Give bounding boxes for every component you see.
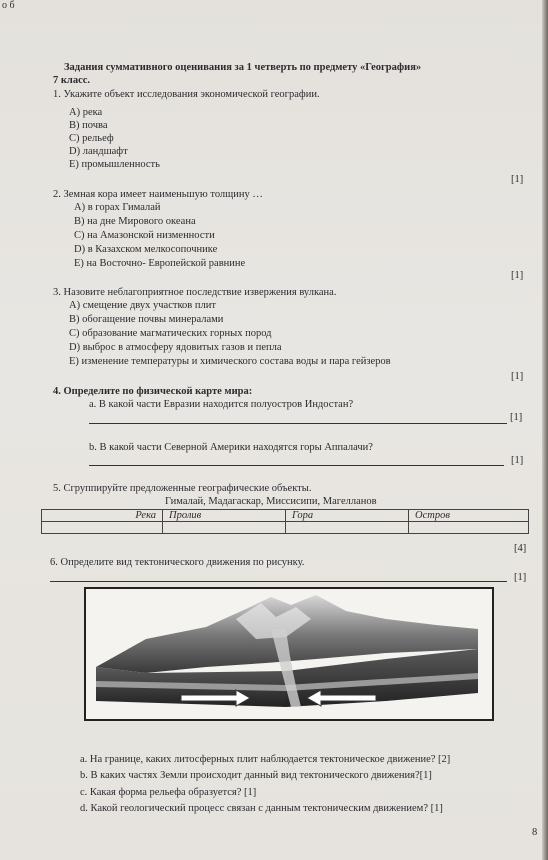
q5-column-strait: Пролив bbox=[163, 510, 286, 522]
tectonic-figure bbox=[84, 587, 494, 721]
q5-column-river: Река bbox=[42, 510, 163, 522]
q2-option-d: D) в Казахском мелкосопочнике bbox=[74, 244, 218, 255]
q2-option-b: B) на дне Мирового океана bbox=[74, 216, 196, 227]
q5-column-island: Остров bbox=[409, 510, 529, 522]
q6-score: [1] bbox=[514, 572, 527, 583]
q5-text: 5. Сгруппируйте предложенные географические объекты. bbox=[53, 483, 312, 494]
q1-option-d: D) ландшафт bbox=[69, 146, 128, 157]
q4-sub-a: a. В какой части Евразии находится полуостров Индостан? bbox=[89, 399, 354, 410]
q6-sub-a: a. На границе, каких литосферных плит наблюдается тектоническое движение? [2] bbox=[80, 754, 451, 765]
corner-mark: о б bbox=[2, 0, 15, 11]
q1-option-b: B) почва bbox=[69, 120, 108, 131]
q1-option-e: E) промышленность bbox=[69, 159, 160, 170]
q2-option-e: E) на Восточно- Европейской равнине bbox=[74, 258, 246, 269]
q6-sub-d: d. Какой геологический процесс связан с данным тектоническим движением? [1] bbox=[80, 803, 443, 814]
q5-answer-cell[interactable] bbox=[286, 522, 409, 534]
q2-text: 2. Земная кора имеет наименьшую толщину … bbox=[53, 189, 263, 200]
q1-option-a: A) река bbox=[69, 107, 103, 118]
page-edge-shadow bbox=[542, 0, 548, 860]
grade-label: 7 класс. bbox=[53, 75, 91, 86]
q3-text: 3. Назовите неблагоприятное последствие извержения вулкана. bbox=[53, 287, 337, 298]
q5-grouping-table bbox=[41, 509, 529, 534]
q2-score: [1] bbox=[511, 270, 524, 281]
q5-objects: Гималай, Мадагаскар, Миссисипи, Магелланов bbox=[165, 496, 377, 507]
q5-answer-cell[interactable] bbox=[409, 522, 529, 534]
q4-b-answer-line bbox=[89, 465, 504, 466]
q4-a-answer-line bbox=[89, 423, 507, 424]
q6-sub-b: b. В каких частях Земли происходит данный вид тектонического движения?[1] bbox=[80, 770, 432, 781]
q3-option-b: B) обогащение почвы минералами bbox=[69, 314, 224, 325]
q3-option-e: E) изменение температуры и химического состава воды и пара гейзеров bbox=[69, 356, 391, 367]
q6-answer-line bbox=[50, 581, 507, 582]
q5-score: [4] bbox=[514, 543, 527, 554]
q5-answer-cell[interactable] bbox=[163, 522, 286, 534]
q2-option-a: A) в горах Гималай bbox=[74, 202, 161, 213]
q1-option-c: C) рельеф bbox=[69, 133, 114, 144]
q6-text: 6. Определите вид тектонического движения по рисунку. bbox=[50, 557, 305, 568]
page-number: 8 bbox=[532, 827, 538, 838]
q4-b-score: [1] bbox=[511, 455, 524, 466]
q1-text: 1. Укажите объект исследования экономической географии. bbox=[53, 89, 320, 100]
q4-a-score: [1] bbox=[510, 412, 523, 423]
q6-sub-c: c. Какая форма рельефа образуется? [1] bbox=[80, 787, 257, 798]
q1-score: [1] bbox=[511, 174, 524, 185]
q4-text: 4. Определите по физической карте мира: bbox=[53, 386, 253, 397]
q5-answer-cell[interactable] bbox=[42, 522, 163, 534]
q4-sub-b: b. В какой части Северной Америки находятся горы Аппалачи? bbox=[89, 442, 373, 453]
q5-column-mountain: Гора bbox=[286, 510, 409, 522]
q2-option-c: C) на Амазонской низменности bbox=[74, 230, 215, 241]
plate-collision-illustration bbox=[86, 589, 492, 719]
q3-option-a: A) смещение двух участков плит bbox=[69, 300, 216, 311]
page-title: Задания суммативного оценивания за 1 четверть по предмету «География» bbox=[64, 62, 422, 73]
q3-option-d: D) выброс в атмосферу ядовитых газов и пепла bbox=[69, 342, 282, 353]
q3-score: [1] bbox=[511, 371, 524, 382]
q3-option-c: C) образование магматических горных пород bbox=[69, 328, 272, 339]
